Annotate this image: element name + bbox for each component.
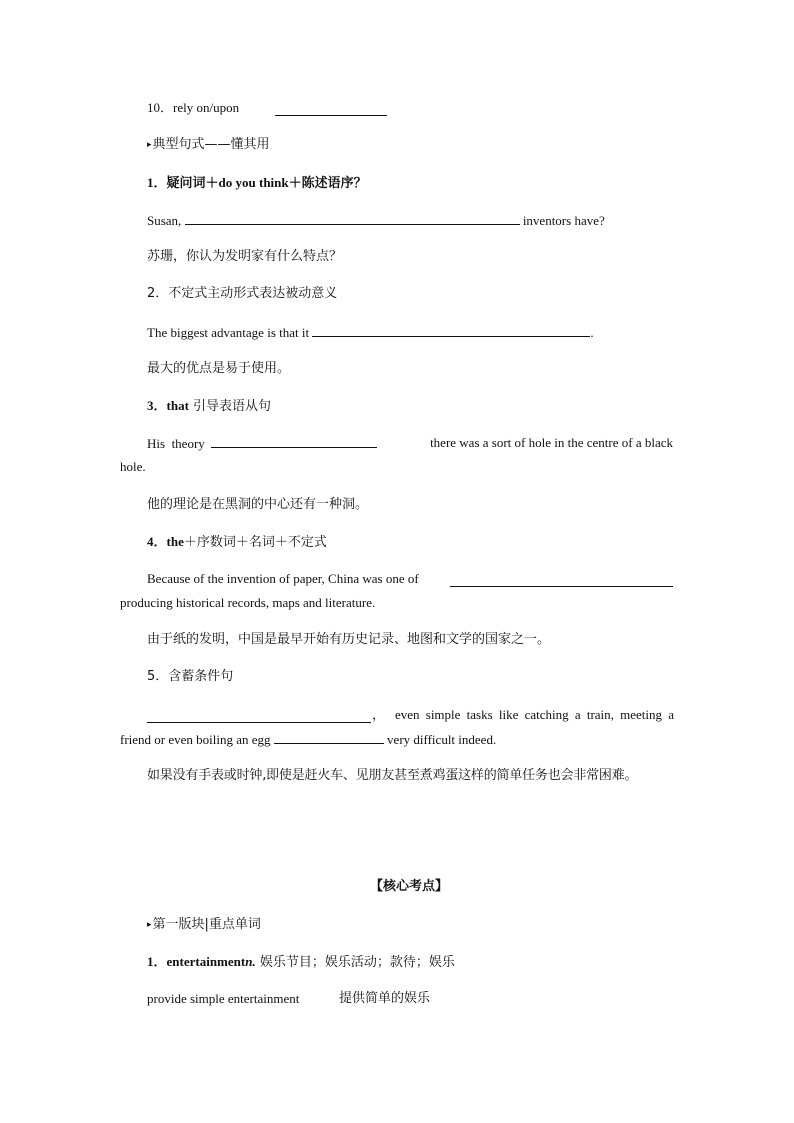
answer-blank[interactable] (185, 212, 520, 225)
pattern-2-english (147, 324, 594, 341)
pattern-4-heading-b: ＋序数词＋名词＋不定式 (183, 535, 327, 550)
pattern-1-chinese: 苏珊，你认为发明家有什么特点？ (147, 249, 343, 264)
pattern-2-heading: 2．不定式主动形式表达被动意义 (147, 286, 338, 301)
triangle-marker-icon: ▸ (147, 140, 152, 150)
word-1-pos: n. (245, 954, 256, 969)
pattern-5-en-l2-b: very difficult indeed. (387, 732, 497, 747)
pattern-3-en-his: His (147, 436, 166, 451)
item-10 (147, 100, 239, 116)
pattern-4-heading-a: the (166, 534, 184, 549)
pattern-1-heading-a: 疑问词＋ (166, 176, 219, 191)
answer-blank[interactable] (211, 435, 377, 448)
pattern-2-en-start: The biggest advantage is that it (147, 325, 310, 340)
pattern-3-heading (147, 398, 271, 415)
pattern-1-heading-b: do you think (218, 175, 289, 190)
pattern-3-en-theory: theory (171, 436, 205, 451)
word-1-meaning: 娱乐节目；娱乐活动；款待；娱乐 (255, 955, 455, 970)
pattern-4-en-start: Because of the invention of paper, China was one of (147, 571, 419, 586)
pattern-5-heading: 5．含蓄条件句 (147, 669, 234, 684)
pattern-1-en-start: Susan, (147, 213, 182, 228)
core-title: 【核心考点】 (370, 879, 449, 894)
answer-blank[interactable] (275, 103, 387, 116)
answer-blank[interactable] (450, 574, 673, 587)
word-1-headword: entertainment (166, 954, 246, 969)
pattern-1-english (147, 212, 605, 229)
pattern-1-number: 1． (147, 175, 167, 190)
answer-blank[interactable] (147, 710, 371, 723)
pattern-3-chinese: 他的理论是在黑洞的中心还有一种洞。 (147, 497, 369, 512)
pattern-5-english-line-2 (120, 731, 496, 748)
pattern-3-heading-a: that (166, 398, 189, 413)
pattern-4-chinese: 由于纸的发明，中国是最早开始有历史记录、地图和文学的国家之一。 (147, 632, 551, 647)
word-1-phrase (147, 991, 299, 1007)
pattern-4-number: 4． (147, 534, 167, 549)
pattern-2-en-end: . (590, 325, 594, 340)
pattern-2-chinese: 最大的优点是易于使用。 (147, 361, 291, 376)
word-1-number: 1． (147, 954, 167, 969)
section-patterns-title: 典型句式——懂其用 (152, 137, 270, 152)
section-words-title: 第一版块|重点单词 (152, 917, 261, 932)
pattern-4-english-line-2: producing historical records, maps and literature. (120, 595, 376, 610)
pattern-1-heading (147, 175, 367, 192)
word-1-phrase-chinese: 提供简单的娱乐 (339, 991, 431, 1006)
section-patterns-heading (147, 137, 270, 153)
pattern-5-comma: ， (372, 707, 386, 722)
section-words-heading (147, 917, 261, 933)
pattern-1-heading-c: ＋陈述语序？ (288, 176, 367, 191)
pattern-3-number: 3． (147, 398, 167, 413)
triangle-marker-icon: ▸ (147, 920, 152, 930)
item-10-label: 10．rely on/upon (147, 100, 240, 115)
pattern-5-en-l2-a: friend or even boiling an egg (120, 732, 271, 747)
answer-blank[interactable] (312, 324, 590, 337)
word-1-entry (147, 954, 455, 971)
pattern-3-english-line-2: hole. (120, 459, 146, 474)
pattern-4-heading (147, 534, 327, 551)
pattern-3-heading-b: 引导表语从句 (188, 399, 272, 414)
pattern-3-english-line-1 (147, 435, 673, 452)
word-1-phrase-english: provide simple entertainment (147, 991, 300, 1006)
pattern-5-en-line-1: even simple tasks like catching a train, meeting a (395, 707, 674, 722)
pattern-3-en-rest: there was a sort of hole in the centre of a black (430, 435, 673, 450)
answer-blank[interactable] (274, 731, 384, 744)
pattern-1-en-end: inventors have? (522, 213, 605, 228)
pattern-5-chinese: 如果没有手表或时钟,即使是赶火车、见朋友甚至煮鸡蛋这样的简单任务也会非常困难。 (147, 768, 638, 783)
pattern-4-english-line-1 (147, 571, 419, 587)
